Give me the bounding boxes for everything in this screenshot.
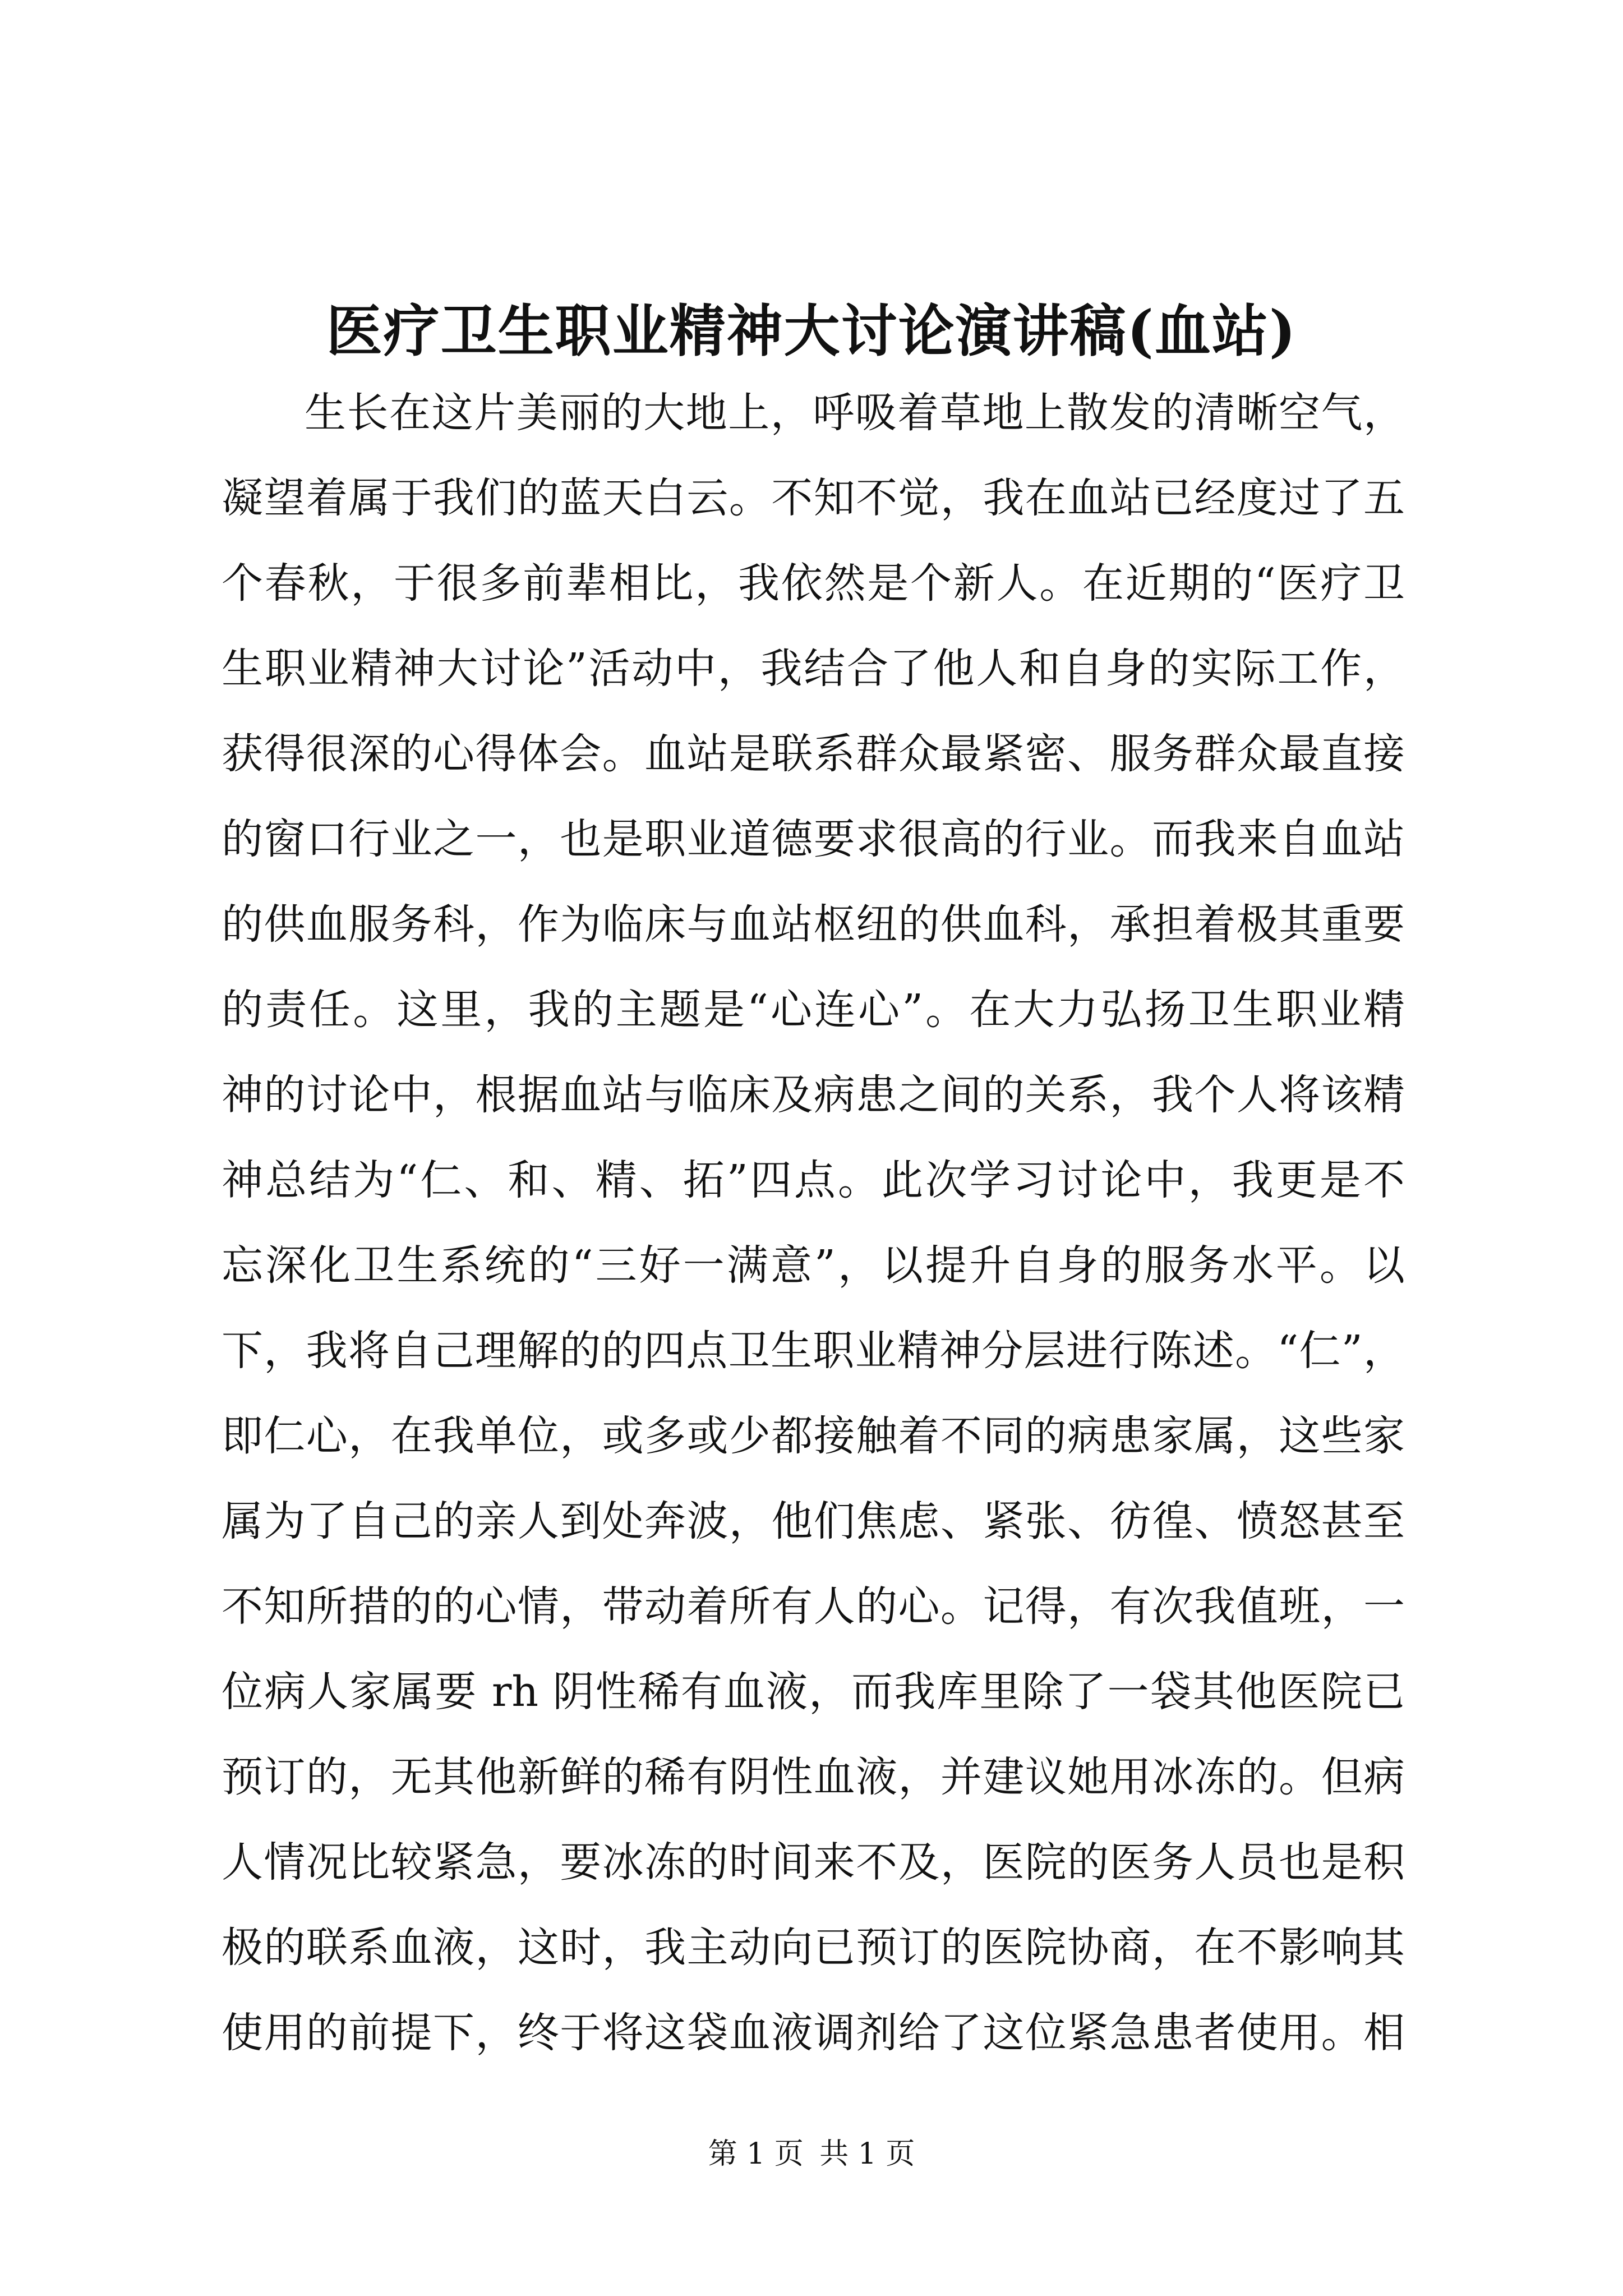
paragraph-line: 下，我将自己理解的的四点卫生职业精神分层进行陈述。“仁”， — [222, 1327, 1405, 1375]
paragraph-line: 神的讨论中，根据血站与临床及病患之间的关系，我个人将该精 — [222, 1071, 1405, 1119]
paragraph-line: 生职业精神大讨论”活动中，我结合了他人和自身的实际工作， — [222, 645, 1405, 693]
paragraph-line: 位病人家属要 rh 阴性稀有血液，而我库里除了一袋其他医院已 — [222, 1668, 1405, 1716]
paragraph-line: 生长在这片美丽的大地上，呼吸着草地上散发的清晰空气， — [305, 389, 1405, 437]
document-title: 医疗卫生职业精神大讨论演讲稿(血站) — [326, 298, 1297, 364]
paragraph-line: 人情况比较紧急，要冰冻的时间来不及，医院的医务人员也是积 — [222, 1838, 1405, 1887]
document-body — [222, 370, 1405, 2076]
paragraph-line: 极的联系血液，这时，我主动向已预订的医院协商，在不影响其 — [222, 1924, 1405, 1972]
paragraph-line: 预订的，无其他新鲜的稀有阴性血液，并建议她用冰冻的。但病 — [222, 1753, 1405, 1801]
paragraph-line: 不知所措的的心情，带动着所有人的心。记得，有次我值班，一 — [222, 1582, 1405, 1631]
paragraph-line: 忘深化卫生系统的“三好一满意”，以提升自身的服务水平。以 — [222, 1241, 1405, 1290]
page-number: 第 1 页 — [708, 2137, 804, 2171]
page-total: 共 1 页 — [819, 2137, 915, 2171]
paragraph-line: 使用的前提下，终于将这袋血液调剂给了这位紧急患者使用。相 — [222, 2009, 1405, 2057]
paragraph-line: 个春秋，于很多前辈相比，我依然是个新人。在近期的“医疗卫 — [222, 559, 1405, 608]
paragraph-line: 神总结为“仁、和、精、拓”四点。此次学习讨论中，我更是不 — [222, 1156, 1405, 1204]
paragraph-line: 的责任。这里，我的主题是“心连心”。在大力弘扬卫生职业精 — [222, 986, 1405, 1034]
paragraph-line: 的供血服务科，作为临床与血站枢纽的供血科，承担着极其重要 — [222, 900, 1405, 949]
paragraph-line: 即仁心，在我单位，或多或少都接触着不同的病患家属，这些家 — [222, 1412, 1405, 1460]
paragraph-line: 属为了自己的亲人到处奔波，他们焦虑、紧张、彷徨、愤怒甚至 — [222, 1497, 1405, 1545]
paragraph-line: 的窗口行业之一，也是职业道德要求很高的行业。而我来自血站 — [222, 815, 1405, 863]
page-footer — [0, 2132, 1623, 2177]
paragraph-line: 获得很深的心得体会。血站是联系群众最紧密、服务群众最直接 — [222, 730, 1405, 778]
paragraph-line: 凝望着属于我们的蓝天白云。不知不觉，我在血站已经度过了五 — [222, 474, 1405, 522]
